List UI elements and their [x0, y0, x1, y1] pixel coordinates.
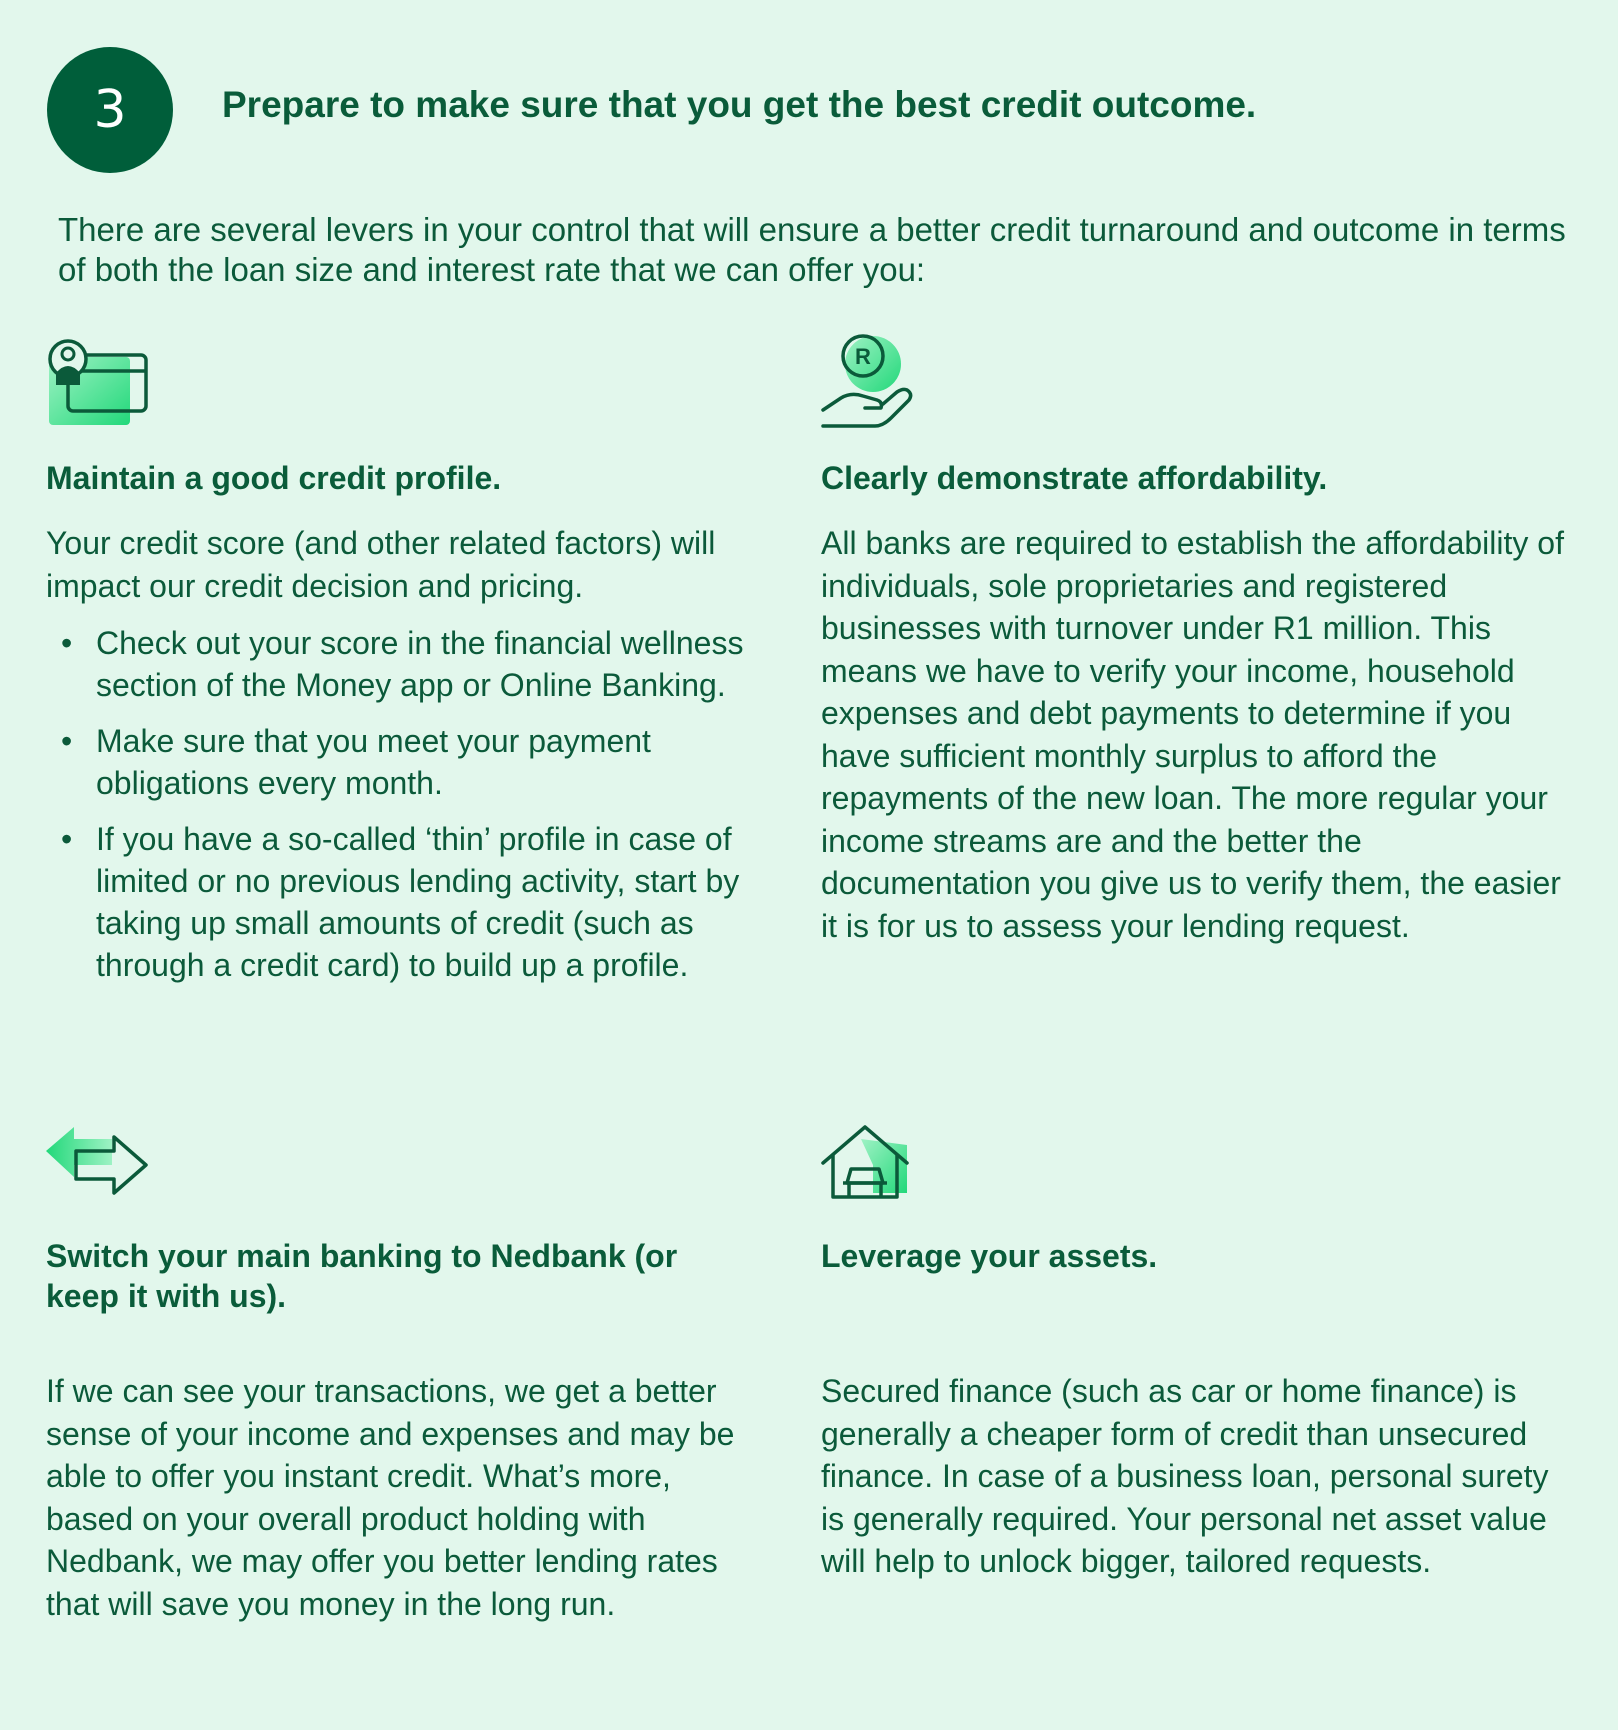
- profile-card-icon: [46, 337, 150, 433]
- coin-label: R: [855, 344, 871, 369]
- section-body: If we can see your transactions, we get a better sense of your income and expenses and may be able to offer you instant credit. What’s more, based on your overall product holding with Nedbank, we may offer you better lending rates that will save you money in the long run.: [46, 1373, 735, 1622]
- section-body: All banks are required to establish the affordability of individuals, sole proprietaries and registered businesses with turnover under R1 million. This means we have to verify your income, household expenses and debt payments to determine if you have sufficient monthly surplus to afford the repayments of the new loan. The more regular your income streams are and the better the documentation you give us to verify them, the easier it is for us to assess your lending request.: [821, 525, 1564, 944]
- house-car-icon: [821, 1125, 917, 1205]
- section-affordability: [821, 330, 1564, 1010]
- credit-tips-list: [46, 622, 766, 1000]
- section-title: Leverage your assets.: [821, 1238, 1158, 1274]
- hand-coin-icon: [821, 330, 917, 430]
- intro-text: There are several levers in your control that will ensure a better credit turnaround and outcome in terms of both the loan size and interest rate that we can offer you:: [58, 211, 1566, 288]
- section-body: Secured finance (such as car or home finance) is generally a cheaper form of credit than unsecured finance. In case of a business loan, personal surety is generally required. Your personal net asset value will help to unlock bigger, tailored requests.: [821, 1373, 1549, 1579]
- section-title: Maintain a good credit profile.: [46, 460, 502, 496]
- section-body: Your credit score (and other related factors) will impact our credit decision and pricing.: [46, 525, 716, 604]
- page-title: Prepare to make sure that you get the best credit outcome.: [222, 84, 1257, 125]
- list-item: • Make sure that you meet your payment obligations every month.: [46, 720, 766, 804]
- step-number-badge: 3: [47, 47, 173, 173]
- section-credit-profile: [46, 330, 766, 1090]
- section-leverage-assets: [821, 1120, 1549, 1640]
- list-item: • If you have a so-called ‘thin’ profile in case of limited or no previous lending activity, start by taking up small amounts of credit (such as through a credit card) to build up a profile.: [46, 818, 766, 986]
- section-title: Switch your main banking to Nedbank (or keep it with us).: [46, 1238, 678, 1314]
- list-item: • Check out your score in the financial wellness section of the Money app or Online Banking.: [46, 622, 766, 706]
- switch-arrows-icon: [46, 1125, 150, 1197]
- section-switch-banking: [46, 1120, 766, 1680]
- section-title: Clearly demonstrate affordability.: [821, 460, 1328, 496]
